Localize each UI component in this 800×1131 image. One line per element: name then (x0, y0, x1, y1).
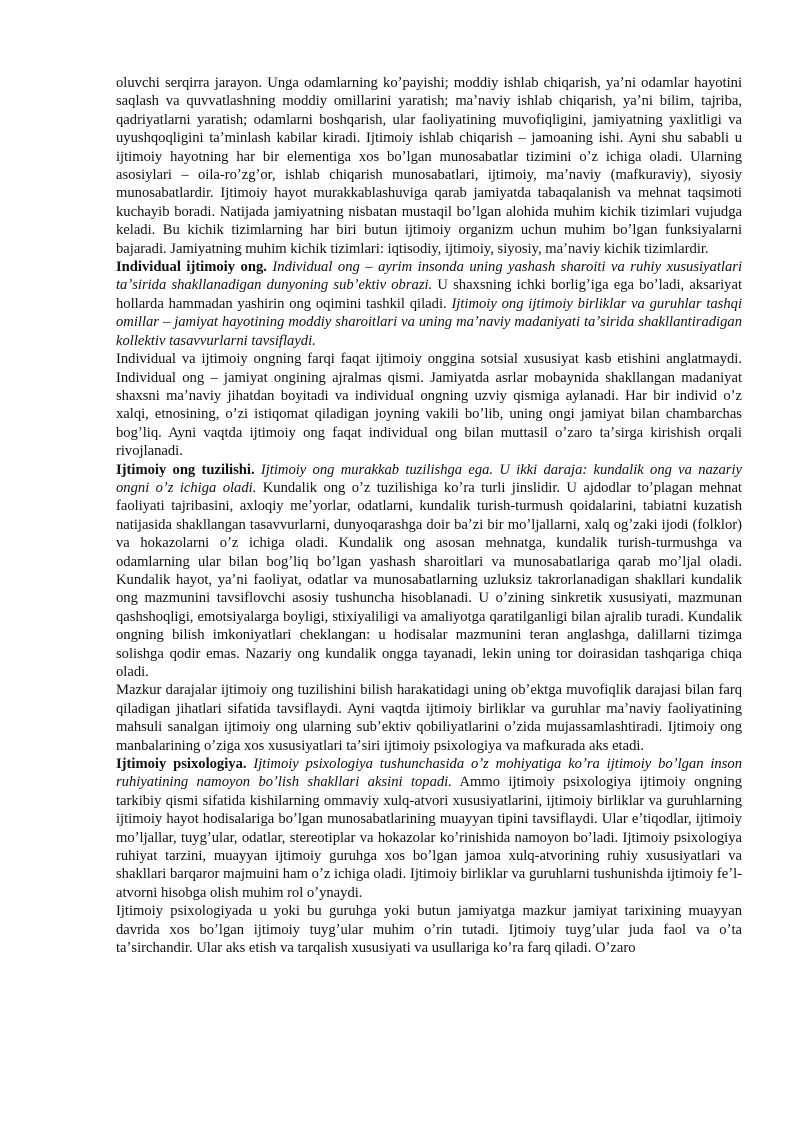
paragraph-intro (116, 74, 742, 258)
section-heading: Ijtimoiy psixologiya. (116, 756, 247, 773)
paragraph-text: Ammo ijtimoiy psixologiya ijtimoiy ongning tarkibiy qismi sifatida kishilarning ommaviy xulq-atvori xususiyatlarini, ijtimoiy birliklar va guruhlarning ijtimoiy hayot hodisalariga boʼlgan munosabatlarining muayyan tipini tavsiflaydi. Ular eʼtiqodlar, ijtimoiy moʼljallar, tuygʼular, odatlar, stereotiplar va hokazolar koʼrinishida namoyon boʼladi. Ijtimoiy psixologiya ruhiyat tarzini, muayyan ijtimoiy guruhga xos boʼlgan jamoa xulq-atvorining ruhiy xususiyatlari va shakllari barqaror majmuini ham oʼz ichiga oladi. Ijtimoiy birliklar va guruhlarni tushunishda ijtimoiy feʼl-atvorni hisobga olish muhim rol oʼynaydi. (116, 774, 742, 901)
definition-text: Ijtimoiy ong ijtimoiy birliklar va guruhlar tashqi omillar – jamiyat hayotining moddiy sharoitlari va uning maʼnaviy madaniyati taʼsirida shakllantiradigan kollektiv tasavvurlarni tavsiflaydi. (116, 295, 742, 349)
paragraph-text: oluvchi serqirra jarayon. Unga odamlarning koʼpayishi; moddiy ishlab chiqarish, yaʼni odamlar hayotini saqlash va quvvatlashning moddiy omillarini yaratish; maʼnaviy ishlab chiqarish, yaʼni bilim, tajriba, qadriyatlarni yaratish; odamlarni boshqarish, ular faoliyatining muvofiqligini, jamiyatning yaxlitligi va uyushqoqligini taʼminlash kabilar kiradi. Ijtimoiy ishlab chiqarish – jamoaning ishi. Ayni shu sababli u ijtimoiy hayotning har bir elementiga xos boʼlgan munosabatlar tizimini oʼz ichiga oladi. Ularning asosiylari – oila-roʼzgʼor, ishlab chiqarish munosabatlari, ijtimoiy, maʼnaviy (mafkuraviy), siyosiy munosabatlardir. Ijtimoiy hayot murakkablashuviga qarab jamiyatda tabaqalanish va mehnat taqsimoti kuchayib boradi. Natijada jamiyatning nisbatan mustaqil boʼlgan alohida muhim kichik tizimlari vujudga keladi. Bu kichik tizimlarning har biri butun ijtimoiy organizm uchun muhim boʼlgan funksiyalarni bajaradi. Jamiyatning muhim kichik tizimlari: iqtisodiy, ijtimoiy, siyosiy, maʼnaviy kichik tizimlardir. (116, 75, 742, 257)
paragraph-text: U shaxsning ichki borligʼiga ega boʼladi, aksariyat hollarda hammadan yashirin ong oqimini tashkil qiladi. (116, 277, 743, 312)
paragraph-levels (116, 681, 742, 755)
paragraph-text: Kundalik ong oʼz tuzilishiga koʼra turli jinslidir. U ajdodlar toʼplagan mehnat faoliyati tajribasini, axloqiy meʼyorlar, odatlarni, kundalik turish-turmush qoidalarini, tabiatni kuzatish natijasida shakllangan tasavvurlarni, dunyoqarashga doir baʼzi bir moʼljallarni, xalq ogʼzaki ijodi (folklor) va hokazolarni oʼz ichiga oladi. Kundalik ong asosan mehnatga, kundalik turish-turmushga va odamlarning ular bilan bogʼliq boʼlgan yashash sharoitlari va munosabatlariga qarab moʼljal oladi. Kundalik hayot, yaʼni faoliyat, odatlar va munosabatlarning uzluksiz takrorlanadigan shakllari kundalik ong mazmunini tavsiflovchi asosiy tushuncha hisoblanadi. U oʼzining sinkretik xususiyati, mazmunan qashshoqligi, emotsiyalarga boyligi, stixiyaliligi va amaliyotga qaratilganligi bilan ajralib turadi. Kundalik ongning bilish imkoniyatlari cheklangan: u hodisalar mazmunini teran anglashga, dalillarni tizimga solishga qodir emas. Nazariy ong kundalik ongga tayanadi, lekin uning tor doirasidan tashqariga chiqa oladi. (116, 479, 742, 680)
paragraph-social-feelings (116, 902, 742, 957)
paragraph-social-psychology (116, 755, 742, 902)
section-heading: Individual ijtimoiy ong. (116, 259, 267, 276)
paragraph-structure (116, 461, 742, 682)
paragraph-difference (116, 350, 742, 460)
paragraph-text: Ijtimoiy psixologiyada u yoki bu guruhga yoki butun jamiyatga mazkur jamiyat tarixining muayyan davrida xos boʼlgan ijtimoiy tuygʼular muhim oʼrin tutadi. Ijtimoiy tuygʼular juda faol va oʼta taʼsirchandir. Ular aks etish va tarqalish xususiyati va usullariga koʼra farq qiladi. Oʼzaro (116, 903, 742, 957)
paragraph-text: Individual va ijtimoiy ongning farqi faqat ijtimoiy onggina sotsial xususiyat kasb etishini anglatmaydi. Individual ong – jamiyat ongining ajralmas qismi. Jamiyatda asrlar mobaynida shakllangan madaniyat shaxsni maʼnaviy jihatdan boyitadi va individual ongning uzviy qismiga aylanadi. Har bir individ oʼz xalqi, etnosining, oʼzi istiqomat qiladigan joyning vakili boʼlib, uning ongi jamiyat bilan chambarchas bogʼliq. Ayni vaqtda ijtimoiy ong faqat individual ong bilan muttasil oʼzaro taʼsirga kirishish orqali rivojlanadi. (116, 351, 742, 460)
definition-text: Ijtimoiy ong murakkab tuzilishga ega. U ikki daraja: kundalik ong va nazariy ongni oʼz ichiga oladi. (116, 461, 742, 496)
definition-text: Individual ong – ayrim insonda uning yashash sharoiti va ruhiy xususiyatlari taʼsirida shakllanadigan dunyoning subʼektiv obrazi. (116, 259, 742, 294)
paragraph-individual-consciousness (116, 258, 742, 350)
paragraph-text: Mazkur darajalar ijtimoiy ong tuzilishini bilish harakatidagi uning obʼektga muvofiqlik darajasi bilan farq qiladigan jihatlari sifatida tavsiflaydi. Ayni vaqtda ijtimoiy birliklar va guruhlar maʼnaviy faoliyatining mahsuli sanalgan ijtimoiy ong ularning subʼektiv qobiliyatlarini oʼzida mujassamlashtiradi. Ijtimoiy ong manbalarining oʼziga xos xususiyatlari taʼsiri ijtimoiy psixologiya va mafkurada aks etadi. (116, 682, 742, 754)
section-heading: Ijtimoiy ong tuzilishi. (116, 461, 255, 478)
document-page (116, 74, 742, 958)
definition-text: Ijtimoiy psixologiya tushunchasida oʼz mohiyatiga koʼra ijtimoiy boʼlgan inson ruhiyatining namoyon boʼlish shakllari aksini topadi. (116, 756, 743, 791)
